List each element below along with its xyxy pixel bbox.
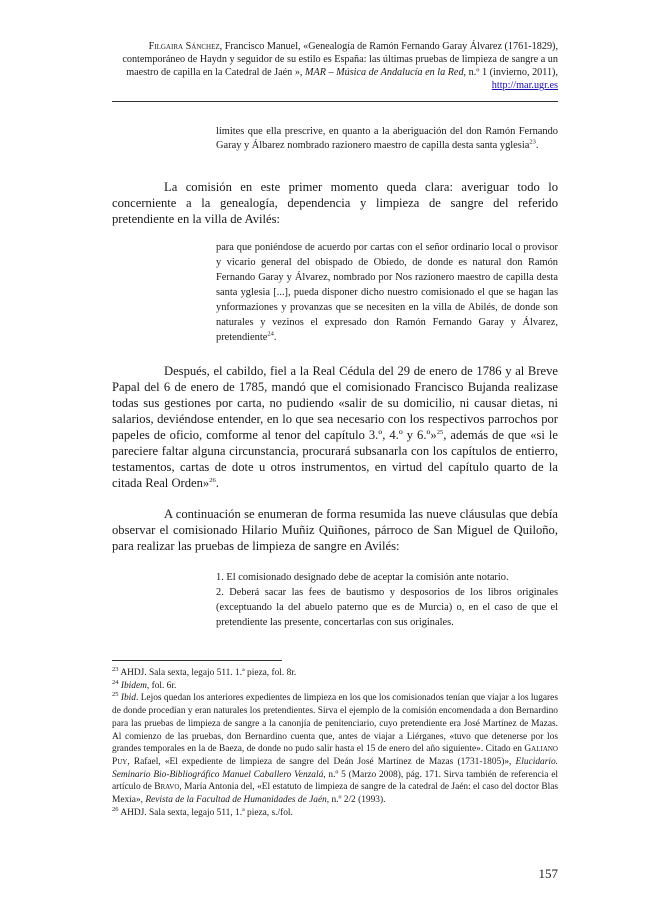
paragraph-text: Después, el cabildo, fiel a la Real Cédula del 29 de enero de 1786 y al Breve Papal del 6 de enero de 1785, mandó que el comisionado Francisco Bujanda realizase todas sus gestiones por carta, no pudiendo «salir de su domicilio, ni causar dietas, ni salarios, deviéndose entender, en lo que sea necesario con los respectivos parrochos por papeles de oficio, comforme al tenor del capítulo 3.º, 4.º y 6.º» [112,364,558,442]
block-quote-1: límites que ella prescrive, en quanto a la aberiguación del don Ramón Fernando Garay y Álbarez nombrado razionero maestro de capilla desta santa yglesia$^{23}$. [216,126,558,151]
clause-item: 2. Deberá sacar las fees de bautismo y desposorios de los libros originales (exceptuando la del abuelo paterno que es de Murcia) o, en el caso de que el pretendiente las presente, concertarlas con sus originales. [216,587,558,628]
footnote-ref-24[interactable]: 24 [267,330,274,338]
running-header [110,40,558,92]
footnote-25: $^{25}$ Ibid. Lejos quedan los anteriores expedientes de limpieza en los que los comisionados tenían que viajar a los lugares de donde procedían y eran naturales los pretendientes. Sirva el ejemplo de la comisión encomendada a don Bernardino para las pruebas de limpieza de sangre a la canonjía de penitenciario, cuyo pretendiente era José Martínez de Mazas. Al comienzo de las pruebas, don Bernardino cuenta que, antes de viajar a Liérganes, «tuvo que detenerse por los grandes temporales en la de Baeza, de donde no pudo salir hasta el 15 de enero del año siguiente». Citado en Galiano Puy, Rafael, «El expediente de limpieza de sangre del Deán José Martínez de Mazas (1731-1805)», Elucidario. Seminario Bio-Bibliográfico Manuel Caballero Venzalá, n.º 5 (Marzo 2008), pág. 171. Sirva también de referencia el artículo de Bravo, María Antonia del, «El estatuto de limpieza de sangre de la catedral de Jaén: el caso del doctor Blas Mexía», Revista de la Facultad de Humanidades de Jaén, n.º 2/2 (1993). [112,691,559,806]
paragraph-text: , además de que «si le pareciere faltar alguna circunstancia, procurará subsanarla con los capítulos de entierro, testamentos, cartas de dote u otros instrumentos, en virtud del capítulo quarto de la citada Real Orden» [112,428,558,490]
footnote-ref-26[interactable]: 26 [209,476,216,484]
header-author-surname: Filgaira Sánchez [148,41,220,52]
header-url-link[interactable]: http://mar.ugr.es [491,80,558,91]
block-quote-3-list [216,570,558,630]
footnote-ref-25[interactable]: 25 [436,428,444,436]
footnote-rule [112,660,282,661]
footnote-24: $^{24}$ Ibidem, fol. 6r. [112,678,177,691]
clause-item: 1. El comisionado designado debe de aceptar la comisión ante notario. [216,572,509,583]
block-quote-2: para que poniéndose de acuerdo por cartas con el señor ordinario local o provisor y vicario general del obispado de Obiedo, de donde es natural don Ramón Fernando Garay y Álvarez, nombrado por Nos razionero maestro de capilla desta santa yglesia [...], pueda disponer dicho nuestro comisionado el que se hagan las ynformaziones y provanzas que se necesiten en la villa de Abilés, de donde son naturales y vezinos el expresado don Ramón Fernando Garay y Álvarez, pretendiente$^{24}$. [216,242,558,343]
footnote-ref-23[interactable]: 23 [529,138,536,146]
footnote-26: $^{26}$ AHDJ. Sala sexta, legajo 511, 1.ª pieza, s./fol. [112,805,293,818]
header-rule [112,101,558,102]
footnotes [112,667,558,819]
body-paragraph-3: A continuación se enumeran de forma resumida las nueve cláusulas que debía observar el comisionado Hilario Muñiz Quiñones, párroco de San Miguel de Quiloño, para realizar las pruebas de limpieza de sangre en Avilés: [112,507,558,553]
body-paragraph-1: La comisión en este primer momento queda clara: averiguar todo lo concerniente a la genealogía, dependencia y limpieza de sangre del referido pretendiente en la villa de Avilés: [112,180,558,226]
body-paragraph-2: Después, el cabildo, fiel a la Real Cédula del 29 de enero de 1786 y al Breve Papal del 6 de enero de 1785, mandó que el comisionado Francisco Bujanda realizase todas sus gestiones por carta, no pudiendo «salir de su domicilio, ni causar dietas, ni salarios, deviéndose entender, en lo que sea necesario con los respectivos parrochos por papeles de oficio, comforme al tenor del capítulo 3.º, 4.º y 6.º»$^{25}$, además de que «si le pareciere faltar alguna circunstancia, procurará subsanarla con los capítulos de entierro, testamentos, cartas de dote u otros instrumentos, en virtud del capítulo quarto de la citada Real Orden»$^{26}$. [112,364,558,490]
header-journal: MAR – Música de Andalucía en la Red [305,67,464,78]
footnote-23: $^{23}$ AHDJ. Sala sexta, legajo 511. 1.ª pieza, fol. 8r. [112,665,297,678]
quote-text: para que poniéndose de acuerdo por cartas con el señor ordinario local o provisor y vicario general del obispado de Obiedo, de donde es natural don Ramón Fernando Garay y Álvarez, nombrado por Nos razionero maestro de capilla desta santa yglesia [...], pueda disponer dicho nuestro comisionado el que se hagan las ynformaziones y provanzas que se necesiten en la villa de Abilés, de donde son naturales y vezinos el expresado don Ramón Fernando Garay y Álvarez, pretendiente [216,242,558,343]
quote-text: límites que ella prescrive, en quanto a la aberiguación del don Ramón Fernando Garay y Álbarez nombrado razionero maestro de capilla desta santa yglesia [216,126,558,151]
header-citation: , Francisco Manuel, «Genealogía de Ramón Fernando Garay Álvarez (1761-1829), contemporáneo de Haydn y seguidor de su estilo es España: las últimas pruebas de limpieza de sangre a un maestro de capilla en la Catedral de Jaén », [122,41,558,78]
page-number: 157 [538,866,558,881]
header-issue: , n.º 1 (invierno, 2011), [463,67,558,78]
